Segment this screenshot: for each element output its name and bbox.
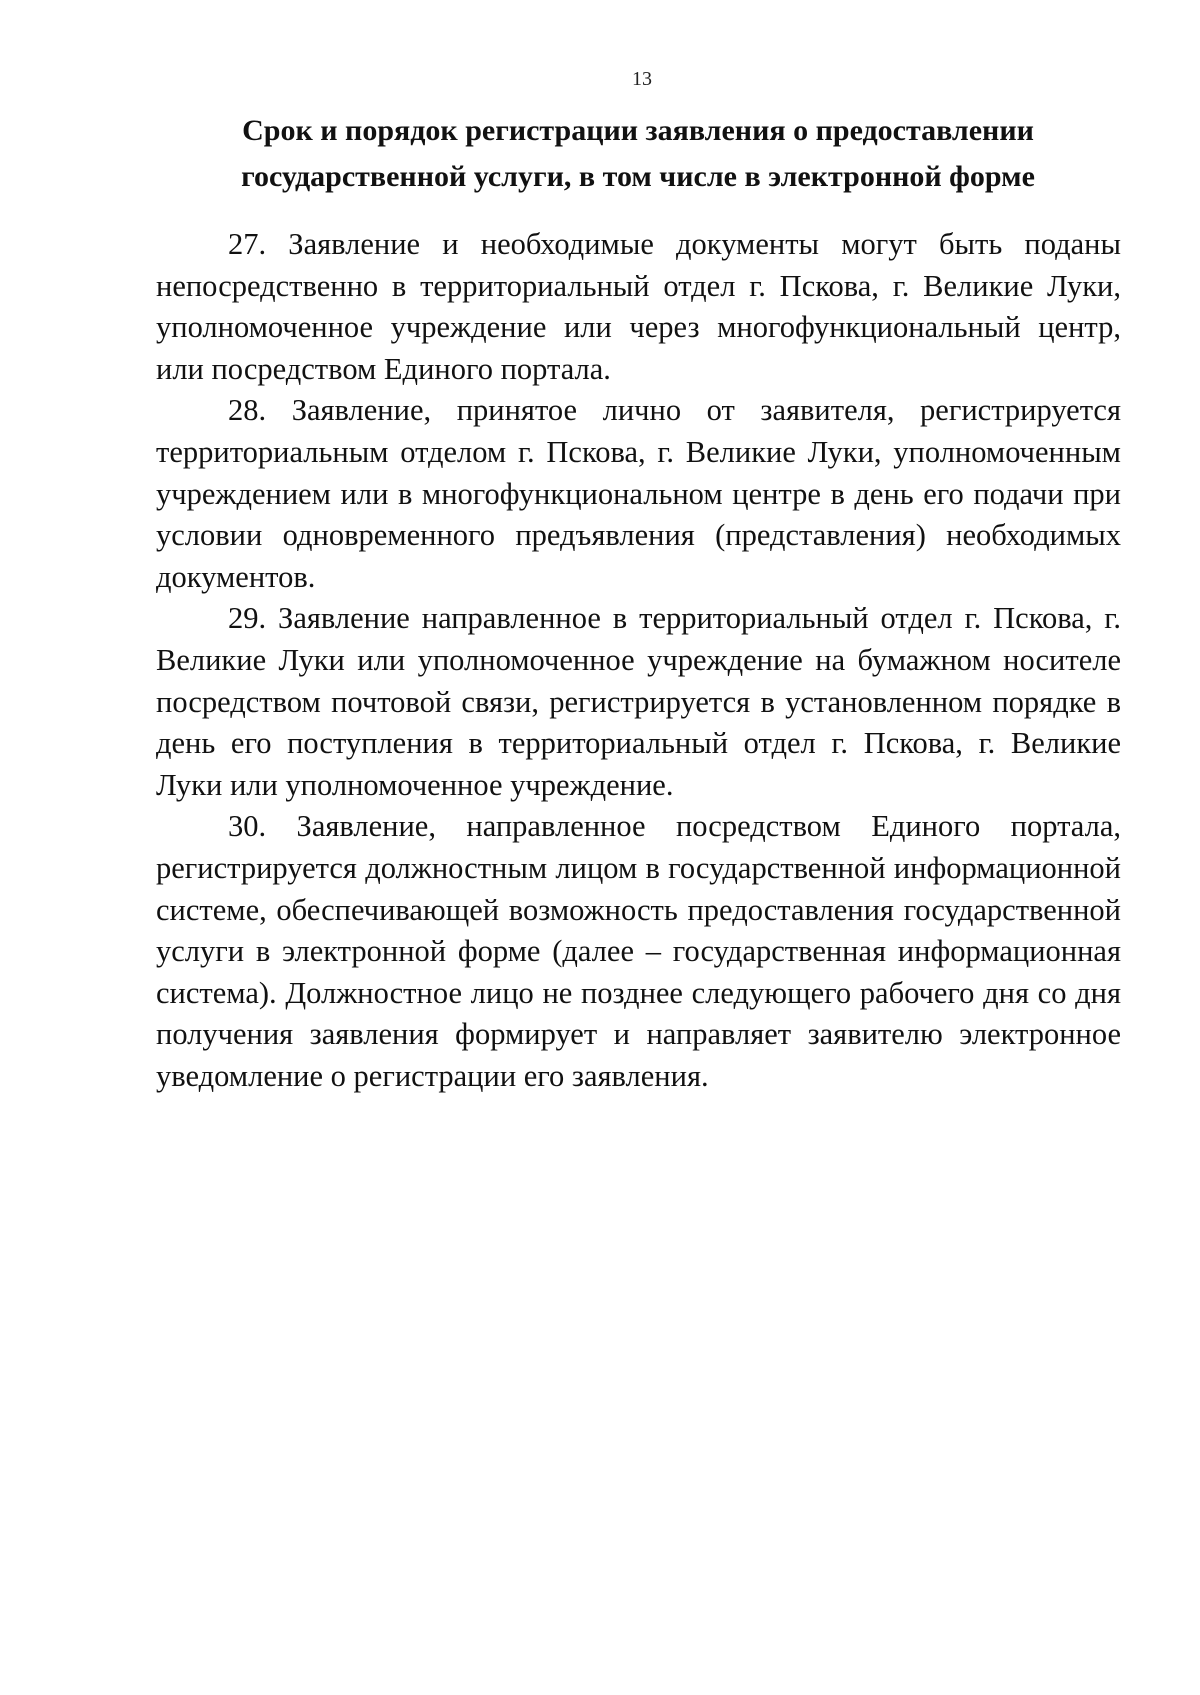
paragraph-29: 29. Заявление направленное в территориальный отдел г. Пскова, г. Великие Луки или уполномоченное учреждение на бумажном носителе посредством почтовой связи, регистрируется в установленном порядке в день его поступления в территориальный отдел г. Пскова, г. Великие Луки или уполномоченное учреждение. <box>156 601 1121 802</box>
page-number: 13 <box>632 68 652 90</box>
paragraph-27: 27. Заявление и необходимые документы могут быть поданы непосредственно в территориальный отдел г. Пскова, г. Великие Луки, уполномоченное учреждение или через многофункциональный центр, или посредством Единого портала. <box>156 227 1121 386</box>
document-body <box>156 224 1121 1097</box>
section-title: Срок и порядок регистрации заявления о предоставлении государственной услуги, в том числе в электронной форме <box>241 114 1035 193</box>
paragraph-30: 30. Заявление, направленное посредством Единого портала, регистрируется должностным лицом в государственной информационной системе, обеспечивающей возможность предоставления государственной услуги в электронной форме (далее – государственная информационная система). Должностное лицо не позднее следующего рабочего дня со дня получения заявления формирует и направляет заявителю электронное уведомление о регистрации его заявления. <box>156 809 1121 1093</box>
paragraph-28: 28. Заявление, принятое лично от заявителя, регистрируется территориальным отделом г. Пскова, г. Великие Луки, уполномоченным учреждением или в многофункциональном центре в день его подачи при условии одновременного предъявления (представления) необходимых документов. <box>156 393 1121 594</box>
